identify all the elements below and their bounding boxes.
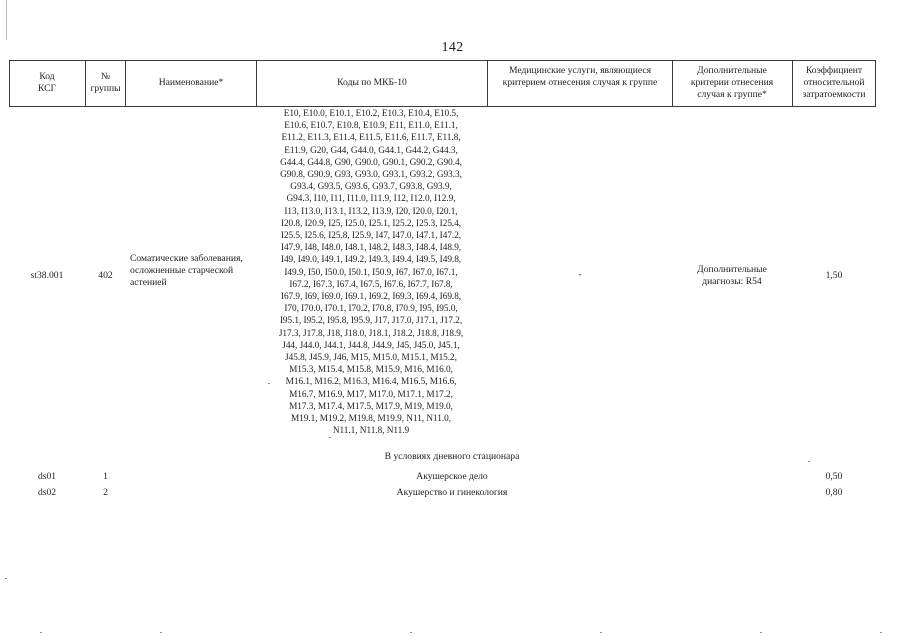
- mkb-code-line: I67.9, I69, I69.0, I69.1, I69.2, I69.3, I69.4, I69.8,: [280, 292, 462, 303]
- mkb-code-line: I49.9, I50, I50.0, I50.1, I50.9, I67, I67.0, I67.1,: [284, 267, 458, 278]
- scan-speck: [410, 632, 412, 633]
- scan-speck: [600, 632, 602, 633]
- group-name: Соматические заболевания, осложненные старческой астенией: [130, 253, 243, 288]
- group-name: Акушерство и гинекология: [396, 487, 508, 498]
- mkb-code-line: E11.9, G20, G44, G44.0, G44.1, G44.2, G44.3,: [284, 145, 458, 156]
- ksg-code: st38.001: [30, 270, 64, 281]
- mkb-code-line: M17.3, M17.4, M17.5, M17.9, M19, M19.0,: [289, 401, 453, 412]
- scan-speck: [880, 632, 882, 633]
- mkb-code-line: E11.2, E11.3, E11.4, E11.5, E11.6, E11.7, E11.8,: [281, 133, 461, 144]
- header-coefficient: Коэффициент относительной затратоемкости: [802, 65, 866, 100]
- header-medical-services: Медицинские услуги, являющиеся критерием отнесения случая к группе: [502, 65, 658, 88]
- table-right-border: [875, 60, 876, 107]
- mkb-code-line: G93.4, G93.5, G93.6, G93.7, G93.8, G93.9,: [290, 182, 452, 193]
- column-divider: [487, 60, 488, 107]
- mkb-code-line: M15.3, M15.4, M15.8, M15.9, M16, M16.0,: [289, 365, 453, 376]
- mkb-code-line: E10.6, E10.7, E10.8, E10.9, E11, E11.0, E11.1,: [284, 121, 458, 132]
- mkb-code-line: G44.4, G44.8, G90, G90.0, G90.1, G90.2, G90.4,: [280, 157, 462, 168]
- ksg-code: ds02: [37, 487, 57, 498]
- coefficient-value: 1,50: [825, 270, 843, 281]
- medical-services-value: -: [578, 269, 582, 280]
- coefficient-value: 0,50: [825, 471, 843, 482]
- scan-speck: [329, 437, 331, 438]
- mkb-code-line: I95.1, I95.2, I95.8, I95.9, J17, J17.0, J17.1, J17.2,: [279, 316, 463, 327]
- mkb-code-line: G94.3, I10, I11, I11.0, I11.9, I12, I12.0, I12.9,: [286, 194, 456, 205]
- column-divider: [672, 60, 673, 107]
- mkb-code-line: N11.1, N11.8, N11.9: [332, 426, 410, 437]
- table-left-border: [9, 60, 10, 107]
- mkb-code-line: I25.5, I25.6, I25.8, I25.9, I47, I47.0, I47.1, I47.2,: [280, 231, 462, 242]
- mkb-code-line: G90.8, G90.9, G93, G93.0, G93.1, G93.2, G93.3,: [280, 170, 462, 181]
- coefficient-value: 0,80: [825, 487, 843, 498]
- header-group-number: № группы: [90, 71, 121, 94]
- header-ksg-code: Код КСГ: [37, 71, 57, 94]
- mkb-code-line: J44, J44.0, J44.1, J44.8, J44.9, J45, J45.0, J45.1,: [282, 340, 460, 351]
- scan-speck: [760, 632, 762, 633]
- mkb-code-line: M19.1, M19.2, M19.8, M19.9, N11, N11.0,: [290, 414, 452, 425]
- mkb-code-line: I20.8, I20.9, I25, I25.0, I25.1, I25.2, I25.3, I25.4,: [280, 218, 462, 229]
- additional-criteria-value: Дополнительные диагнозы: R54: [697, 264, 767, 287]
- page-number: 142: [441, 40, 464, 55]
- header-name: Наименование*: [158, 77, 224, 88]
- mkb-code-line: I49, I49.0, I49.1, I49.2, I49.3, I49.4, I49.5, I49.8,: [280, 255, 462, 266]
- header-additional-criteria: Дополнительные критерии отнесения случая к группе*: [690, 65, 774, 100]
- mkb-code-line: I67.2, I67.3, I67.4, I67.5, I67.6, I67.7, I67.8,: [289, 279, 453, 290]
- mkb-code-line: M16.7, M16.9, M17, M17.0, M17.1, M17.2,: [289, 389, 453, 400]
- mkb-code-list: [258, 108, 484, 437]
- mkb-code-line: M16.1, M16.2, M16.3, M16.4, M16.5, M16.6,: [285, 377, 457, 388]
- mkb-code-line: I70, I70.0, I70.1, I70.2, I70.8, I70.9, I95, I95.0,: [284, 304, 458, 315]
- mkb-code-line: J45.8, J45.9, J46, M15, M15.0, M15.1, M15.2,: [285, 353, 457, 364]
- section-heading: В условиях дневного стационара: [384, 451, 520, 462]
- scan-speck: [160, 632, 162, 633]
- group-number: 2: [103, 487, 108, 498]
- scan-speck: [268, 383, 270, 384]
- header-bottom-rule: [9, 106, 875, 107]
- scan-speck: [5, 578, 7, 579]
- mkb-code-line: E10, E10.0, E10.1, E10.2, E10.3, E10.4, E10.5,: [283, 109, 459, 119]
- group-number: 402: [98, 270, 113, 281]
- scan-speck: [40, 632, 42, 633]
- ksg-code: ds01: [37, 471, 57, 482]
- mkb-code-line: I13, I13.0, I13.1, I13.2, I13.9, I20, I20.0, I20.1,: [284, 206, 458, 217]
- mkb-code-line: I47.9, I48, I48.0, I48.1, I48.2, I48.3, I48.4, I48.9,: [280, 243, 462, 254]
- table-top-rule: [9, 60, 875, 61]
- scan-speck: [808, 461, 810, 462]
- header-mkb-codes: Коды по МКБ-10: [337, 77, 407, 88]
- scan-edge: [6, 0, 7, 40]
- mkb-code-line: J17.3, J17.8, J18, J18.0, J18.1, J18.2, J18.8, J18.9,: [278, 328, 464, 339]
- group-name: Акушерское дело: [416, 471, 488, 482]
- group-number: 1: [103, 471, 108, 482]
